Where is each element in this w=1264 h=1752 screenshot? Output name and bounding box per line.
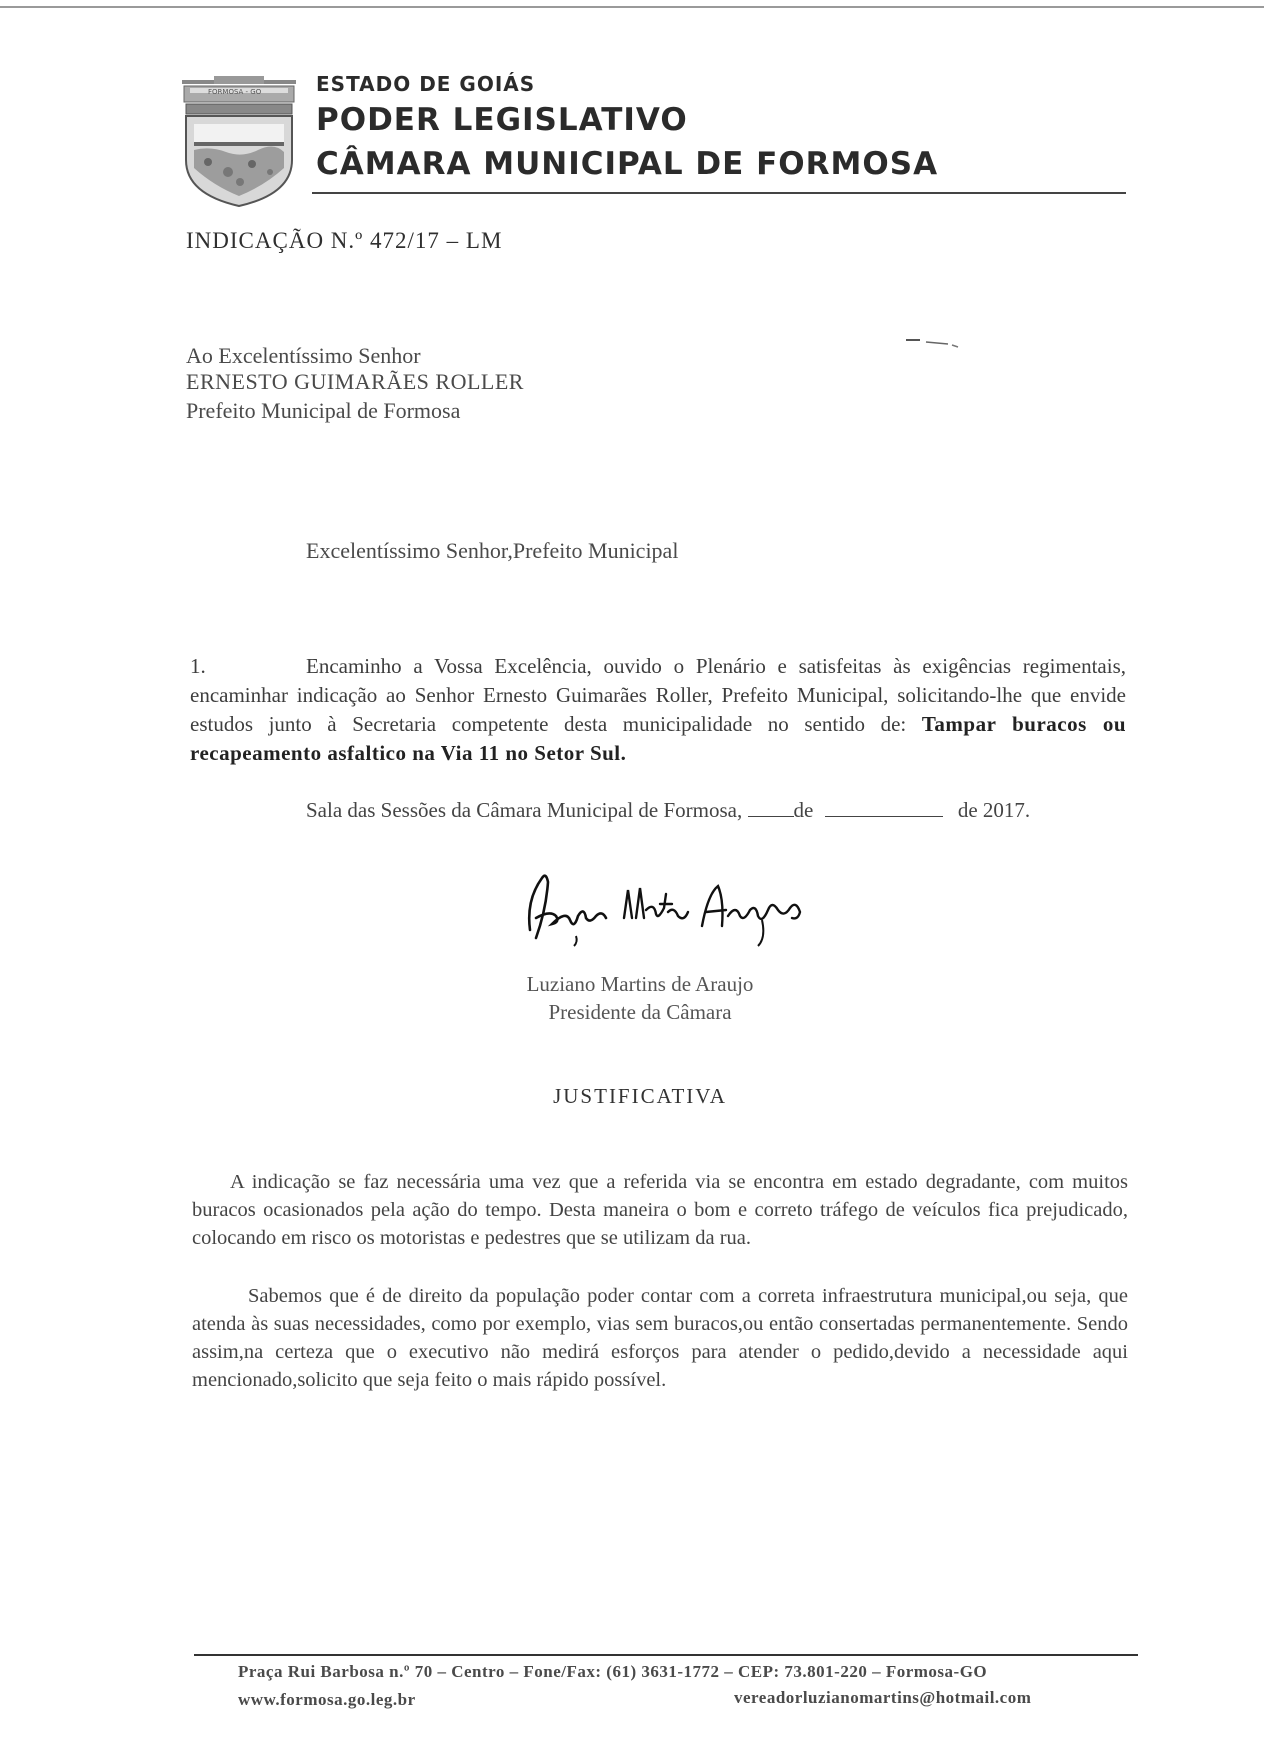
crest-text: FORMOSA - GO <box>208 88 262 96</box>
justification-paragraph-1: A indicação se faz necessária uma vez que a referida via se encontra em estado degradante, com muitos buracos ocasionados pela ação do tempo. Desta maneira o bom e correto tráfego de veículos fica prejudicado, colocando em risco os motoristas e pedestres que se utilizam da rua. <box>192 1171 1128 1249</box>
session-date-line <box>306 798 1124 823</box>
paragraph-request: Tampar buracos ou recapeamento asfaltico na Via 11 no Setor Sul. <box>190 712 1127 765</box>
paragraph-number: 1. <box>190 654 206 678</box>
header-divider <box>312 192 1126 194</box>
addressee-name: ERNESTO GUIMARÃES ROLLER <box>186 369 524 394</box>
justification-title: JUSTIFICATIVA <box>553 1084 727 1108</box>
day-blank <box>748 800 794 817</box>
addressee-title: Prefeito Municipal de Formosa <box>186 398 461 423</box>
footer-divider <box>194 1654 1138 1656</box>
footer-email[interactable]: vereadorluzianomartins@hotmail.com <box>734 1688 1032 1707</box>
addressee-salutation: Ao Excelentíssimo Senhor <box>186 343 421 368</box>
justification-paragraph-2: Sabemos que é de direito da população poder contar com a correta infraestrutura municipal,ou seja, que atenda às suas necessidades, como por exemplo, vias sem buracos,ou então consertadas permanentemente. Sendo assim,na certeza que o executivo não medirá esforços para atender o pedido,devido a necessidade aqui mencionado,solicito que seja feito o mais rápido possível. <box>192 1285 1128 1391</box>
vocative: Excelentíssimo Senhor,Prefeito Municipal <box>306 538 679 563</box>
signer-role: Presidente da Câmara <box>548 1000 732 1024</box>
footer-website[interactable]: www.formosa.go.leg.br <box>238 1690 416 1709</box>
indicacao-number: INDICAÇÃO N.º 472/17 – LM <box>186 228 503 253</box>
scan-mark <box>904 336 964 350</box>
month-blank <box>825 800 943 817</box>
session-de: de <box>793 798 814 822</box>
session-year: de 2017. <box>957 798 1031 822</box>
footer-address: Praça Rui Barbosa n.º 70 – Centro – Fone/Fax: (61) 3631-1772 – CEP: 73.801-220 – Formosa-GO <box>238 1662 988 1681</box>
branch-name: PODER LEGISLATIVO <box>316 102 688 138</box>
request-paragraph <box>190 652 1126 768</box>
chamber-name: CÂMARA MUNICIPAL DE FORMOSA <box>316 146 939 182</box>
signature <box>516 860 816 950</box>
signer-name: Luziano Martins de Araujo <box>526 972 754 996</box>
state-name: ESTADO DE GOIÁS <box>316 72 536 96</box>
session-text: Sala das Sessões da Câmara Municipal de Formosa, <box>306 798 743 822</box>
paragraph-text: Encaminho a Vossa Excelência, ouvido o Plenário e satisfeitas às exigências regimentais, encaminhar indicação ao Senhor Ernesto Guimarães Roller, Prefeito Municipal, solicitando-lhe que envide estudos junto à Secretaria competente desta municipalidade no sentido de: <box>190 654 1126 736</box>
top-edge-line <box>0 6 1264 8</box>
